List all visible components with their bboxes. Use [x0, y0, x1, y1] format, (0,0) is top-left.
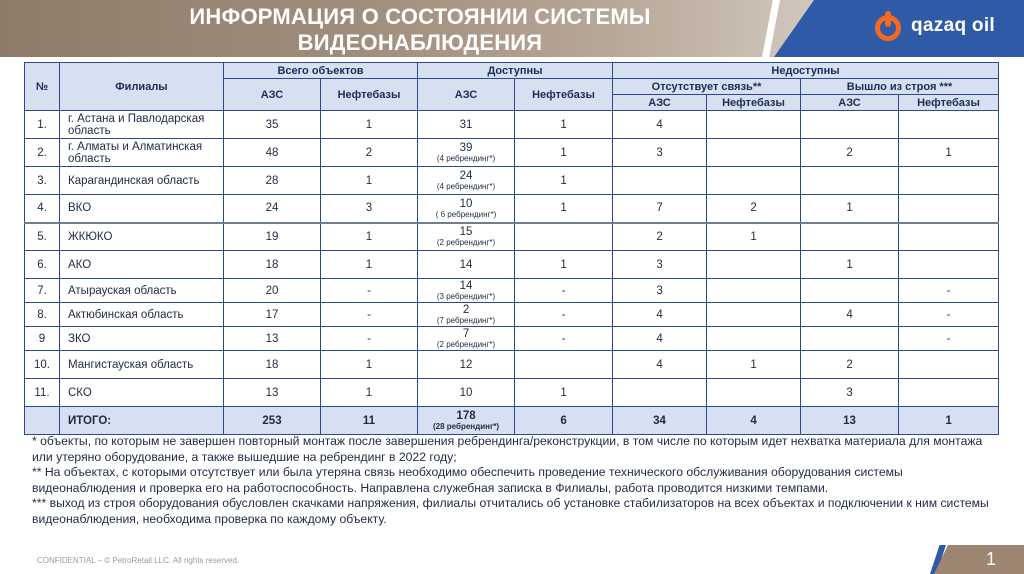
- col-available-azs: АЗС: [418, 79, 515, 111]
- rebranding-note: (4 ребрендинг*): [436, 154, 496, 163]
- no-connection-oil-depots: [707, 303, 801, 327]
- no-connection-azs: 3: [613, 279, 707, 303]
- available-oil-depots: 1: [515, 195, 613, 223]
- table-row: [25, 279, 999, 303]
- no-connection-azs: 2: [613, 223, 707, 251]
- no-connection-azs: 4: [613, 351, 707, 379]
- col-out-of-order: Вышло из строя ***: [801, 79, 999, 95]
- page-number: 1: [985, 549, 996, 569]
- available-azs-value: 10: [459, 197, 473, 210]
- branch-name: ЗКО: [60, 327, 224, 351]
- total-oil-depots: -: [321, 327, 418, 351]
- total-azs: 24: [224, 195, 321, 223]
- available-azs-value: 12: [459, 358, 473, 371]
- table-row: [25, 251, 999, 279]
- no-connection-oil-depots: [707, 167, 801, 195]
- no-connection-azs: 4: [613, 303, 707, 327]
- available-azs: [418, 195, 515, 223]
- no-connection-oil-depots: [707, 327, 801, 351]
- available-azs: [418, 303, 515, 327]
- row-num: 7.: [25, 279, 60, 303]
- footnote-no-connection: ** На объектах, с которыми отсутствует или была утеряна связь необходимо обеспечить проведение технического обслуживания оборудования системы видеонаблюдения и проверка его на работоспособность. Направлена служебная записка в Филиалы, работа проводится низкими темпами.: [32, 465, 903, 495]
- out-of-order-azs: [801, 223, 899, 251]
- available-oil-depots: -: [515, 303, 613, 327]
- total-oil-depots: -: [321, 279, 418, 303]
- row-num: 8.: [25, 303, 60, 327]
- no-connection-azs: 4: [613, 111, 707, 139]
- table-row: [25, 223, 999, 251]
- available-oil-depots: [515, 223, 613, 251]
- table-row: [25, 139, 999, 167]
- no-connection-oil-depots: [707, 251, 801, 279]
- total-azs: 20: [224, 279, 321, 303]
- no-connection-azs: 34: [613, 407, 707, 435]
- out-of-order-oil-depots: -: [899, 327, 999, 351]
- logo-text: qazaq oil: [911, 15, 995, 36]
- col-unavailable: Недоступны: [613, 63, 999, 79]
- out-of-order-azs: 2: [801, 139, 899, 167]
- available-azs-value: 14: [459, 258, 473, 271]
- row-num: 4.: [25, 195, 60, 223]
- row-num: 2.: [25, 139, 60, 167]
- out-of-order-azs: [801, 111, 899, 139]
- available-azs: [418, 279, 515, 303]
- out-of-order-azs: 1: [801, 195, 899, 223]
- col-total-azs: АЗС: [224, 79, 321, 111]
- branch-name: ВКО: [60, 195, 224, 223]
- out-of-order-oil-depots: [899, 379, 999, 407]
- total-azs: 19: [224, 223, 321, 251]
- out-of-order-oil-depots: 1: [899, 139, 999, 167]
- available-azs-value: 2: [462, 304, 470, 316]
- no-connection-oil-depots: 4: [707, 407, 801, 435]
- branch-name: г. Алматы и Алматинская область: [60, 139, 224, 167]
- available-azs: [418, 251, 515, 279]
- available-oil-depots: 1: [515, 111, 613, 139]
- branch-name: СКО: [60, 379, 224, 407]
- no-connection-oil-depots: [707, 139, 801, 167]
- row-num: 10.: [25, 351, 60, 379]
- row-num: 6.: [25, 251, 60, 279]
- col-oo-azs: АЗС: [801, 95, 899, 111]
- row-num: 1.: [25, 111, 60, 139]
- total-azs: 17: [224, 303, 321, 327]
- rebranding-note: (7 ребрендинг*): [436, 316, 496, 325]
- company-logo: [873, 9, 995, 43]
- rebranding-note: (2 ребрендинг*): [436, 340, 496, 349]
- out-of-order-azs: [801, 279, 899, 303]
- available-oil-depots: 1: [515, 379, 613, 407]
- out-of-order-azs: [801, 167, 899, 195]
- total-azs: 18: [224, 251, 321, 279]
- col-no-connection: Отсутствует связь**: [613, 79, 801, 95]
- branch-name: г. Астана и Павлодарская область: [60, 111, 224, 139]
- total-oil-depots: 1: [321, 351, 418, 379]
- row-num: 11.: [25, 379, 60, 407]
- out-of-order-oil-depots: [899, 111, 999, 139]
- out-of-order-oil-depots: [899, 167, 999, 195]
- out-of-order-azs: 3: [801, 379, 899, 407]
- available-azs: [418, 407, 515, 435]
- branch-name: ЖКЮКО: [60, 223, 224, 251]
- table-row: [25, 111, 999, 139]
- available-azs: [418, 379, 515, 407]
- rebranding-note: ( 6 ребрендинг*): [435, 209, 497, 219]
- rebranding-note: (2 ребрендинг*): [436, 238, 496, 248]
- no-connection-azs: 3: [613, 139, 707, 167]
- no-connection-oil-depots: [707, 279, 801, 303]
- available-oil-depots: 6: [515, 407, 613, 435]
- confidential-notice: CONFIDENTIAL – © PetroRetail LLC. All rights reserved.: [37, 556, 240, 565]
- available-azs-value: 7: [462, 328, 470, 340]
- total-oil-depots: 1: [321, 223, 418, 251]
- total-azs: 13: [224, 379, 321, 407]
- available-oil-depots: -: [515, 279, 613, 303]
- no-connection-azs: 4: [613, 327, 707, 351]
- footnotes: [32, 434, 992, 527]
- no-connection-oil-depots: [707, 111, 801, 139]
- branch-name: АКО: [60, 251, 224, 279]
- table-row: [25, 351, 999, 379]
- available-azs: [418, 223, 515, 251]
- total-azs: 48: [224, 139, 321, 167]
- total-row: [25, 407, 999, 435]
- col-num: №: [25, 63, 60, 111]
- available-azs: [418, 167, 515, 195]
- available-azs: [418, 111, 515, 139]
- col-total-oil-depots: Нефтебазы: [321, 79, 418, 111]
- table-row: [25, 379, 999, 407]
- out-of-order-oil-depots: [899, 251, 999, 279]
- total-azs: 28: [224, 167, 321, 195]
- total-oil-depots: 2: [321, 139, 418, 167]
- total-oil-depots: 1: [321, 167, 418, 195]
- available-oil-depots: 1: [515, 167, 613, 195]
- available-azs-value: 24: [459, 170, 473, 182]
- out-of-order-oil-depots: -: [899, 279, 999, 303]
- cctv-status-table: [24, 62, 999, 435]
- no-connection-azs: 3: [613, 251, 707, 279]
- col-available: Доступны: [418, 63, 613, 79]
- row-num: 5.: [25, 223, 60, 251]
- row-num: [25, 407, 60, 435]
- out-of-order-oil-depots: -: [899, 303, 999, 327]
- no-connection-oil-depots: 2: [707, 195, 801, 223]
- total-azs: 35: [224, 111, 321, 139]
- total-azs: 253: [224, 407, 321, 435]
- total-oil-depots: 11: [321, 407, 418, 435]
- available-azs-value: 10: [459, 386, 473, 399]
- rebranding-note: (3 ребрендинг*): [436, 292, 496, 301]
- row-num: 3.: [25, 167, 60, 195]
- page-number-box: [934, 545, 1024, 574]
- available-oil-depots: -: [515, 327, 613, 351]
- branch-name: Атырауская область: [60, 279, 224, 303]
- footnote-rebranding: * объекты, по которым не завершен повторный монтаж после завершения ребрендинга/реконструкции, в том числе по которым идет нехватка материала для монтажа или утеряно оборудование, а также вышедшие на ребрендинг в 2022 году;: [32, 434, 983, 464]
- total-oil-depots: 1: [321, 379, 418, 407]
- table-row: [25, 167, 999, 195]
- rebranding-note: (4 ребрендинг*): [436, 182, 496, 191]
- page-title-line1: ИНФОРМАЦИЯ О СОСТОЯНИИ СИСТЕМЫ: [189, 4, 651, 29]
- out-of-order-azs: [801, 327, 899, 351]
- no-connection-azs: [613, 379, 707, 407]
- total-oil-depots: -: [321, 303, 418, 327]
- out-of-order-azs: 1: [801, 251, 899, 279]
- available-azs: [418, 139, 515, 167]
- available-oil-depots: 1: [515, 139, 613, 167]
- out-of-order-azs: 4: [801, 303, 899, 327]
- total-azs: 18: [224, 351, 321, 379]
- col-nc-azs: АЗС: [613, 95, 707, 111]
- available-azs-value: 15: [459, 226, 473, 239]
- no-connection-azs: [613, 167, 707, 195]
- total-oil-depots: 3: [321, 195, 418, 223]
- table-row: [25, 195, 999, 223]
- branch-name: Карагандинская область: [60, 167, 224, 195]
- table-row: [25, 303, 999, 327]
- available-azs-value: 14: [459, 280, 473, 292]
- branch-name: Актюбинская область: [60, 303, 224, 327]
- total-oil-depots: 1: [321, 251, 418, 279]
- out-of-order-azs: 2: [801, 351, 899, 379]
- available-oil-depots: [515, 351, 613, 379]
- no-connection-oil-depots: 1: [707, 223, 801, 251]
- col-branches: Филиалы: [60, 63, 224, 111]
- table-row: [25, 327, 999, 351]
- total-azs: 13: [224, 327, 321, 351]
- branch-name: Мангистауская область: [60, 351, 224, 379]
- no-connection-azs: 7: [613, 195, 707, 223]
- no-connection-oil-depots: 1: [707, 351, 801, 379]
- available-azs-value: 31: [459, 118, 473, 131]
- col-nc-oil-depots: Нефтебазы: [707, 95, 801, 111]
- out-of-order-oil-depots: 1: [899, 407, 999, 435]
- no-connection-oil-depots: [707, 379, 801, 407]
- out-of-order-azs: 13: [801, 407, 899, 435]
- available-azs: [418, 351, 515, 379]
- page-title: [140, 4, 700, 56]
- power-icon: [873, 9, 903, 43]
- out-of-order-oil-depots: [899, 223, 999, 251]
- col-oo-oil-depots: Нефтебазы: [899, 95, 999, 111]
- col-available-oil-depots: Нефтебазы: [515, 79, 613, 111]
- page-title-line2: ВИДЕОНАБЛЮДЕНИЯ: [297, 30, 543, 55]
- col-total-objects: Всего объектов: [224, 63, 418, 79]
- available-azs-value: 39: [459, 142, 473, 154]
- available-azs: [418, 327, 515, 351]
- total-oil-depots: 1: [321, 111, 418, 139]
- footnote-out-of-order: *** выход из строя оборудования обусловлен скачками напряжения, филиалы отчитались об установке стабилизаторов на всех объектах и подключении к ним системы видеонаблюдения, необходима проверка по каждому объекту.: [32, 496, 989, 526]
- out-of-order-oil-depots: [899, 351, 999, 379]
- branch-name: ИТОГО:: [60, 407, 224, 435]
- rebranding-note: (28 ребрендинг*): [432, 422, 500, 431]
- out-of-order-oil-depots: [899, 195, 999, 223]
- available-azs-value: 178: [456, 410, 476, 422]
- available-oil-depots: 1: [515, 251, 613, 279]
- row-num: 9: [25, 327, 60, 351]
